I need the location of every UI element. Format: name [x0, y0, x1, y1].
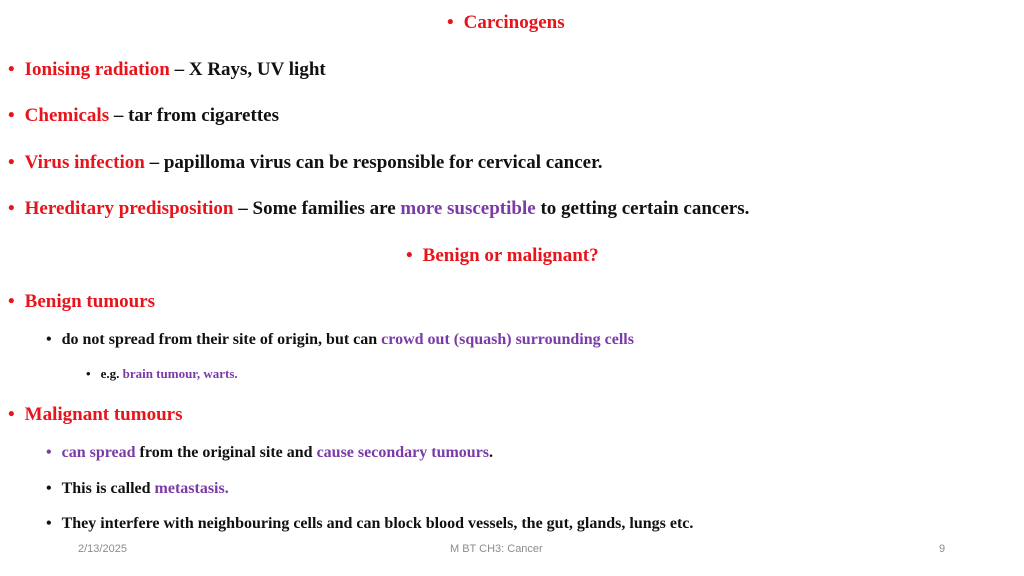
- heading-text: Benign or malignant?: [422, 245, 599, 266]
- highlight: brain tumour, warts.: [122, 366, 238, 381]
- malignant-point: [46, 480, 229, 498]
- bullet-icon: •: [8, 152, 15, 173]
- benign-title: [8, 291, 155, 313]
- term: Ionising radiation: [24, 59, 170, 80]
- text: This is called: [61, 480, 155, 497]
- bullet-icon: •: [8, 291, 15, 312]
- footer-date: 2/13/2025: [78, 543, 127, 555]
- malignant-point: [46, 515, 693, 533]
- bullet-icon: •: [46, 480, 52, 497]
- heading-benign-or-malignant: [406, 245, 599, 267]
- description: – X Rays, UV light: [169, 59, 326, 80]
- highlight: more susceptible: [400, 198, 536, 219]
- description: – papilloma virus can be responsible for cervical cancer.: [144, 152, 603, 173]
- bullet-icon: •: [8, 59, 15, 80]
- list-item-ionising: [8, 59, 326, 81]
- bullet-icon: •: [8, 404, 15, 425]
- highlight: can spread: [61, 444, 136, 461]
- title-text: Benign tumours: [24, 291, 156, 312]
- bullet-icon: •: [46, 331, 52, 348]
- benign-point: [46, 331, 634, 349]
- malignant-title: [8, 404, 182, 426]
- footer-title: M BT CH3: Cancer: [450, 543, 543, 555]
- highlight: crowd out (squash) surrounding cells: [381, 331, 634, 348]
- bullet-icon: •: [8, 198, 15, 219]
- list-item-chemicals: [8, 105, 279, 127]
- bullet-icon: •: [46, 444, 52, 461]
- heading-text: Carcinogens: [463, 12, 565, 33]
- malignant-point: [46, 444, 493, 462]
- text: do not spread from their site of origin, but can: [61, 331, 382, 348]
- term: Hereditary predisposition: [24, 198, 234, 219]
- text: .: [489, 444, 494, 461]
- footer-page-number: 9: [939, 543, 946, 555]
- bullet-icon: •: [447, 12, 454, 33]
- benign-example: [86, 366, 238, 382]
- heading-carcinogens: [447, 12, 565, 34]
- description: to getting certain cancers.: [535, 198, 750, 219]
- highlight: metastasis.: [154, 480, 229, 497]
- term: Chemicals: [24, 105, 110, 126]
- description: – tar from cigarettes: [109, 105, 279, 126]
- list-item-hereditary: [8, 198, 749, 220]
- text: They interfere with neighbouring cells and can block blood vessels, the gut, glands, lungs etc.: [61, 515, 694, 532]
- bullet-icon: •: [86, 366, 91, 381]
- text: from the original site and: [135, 444, 317, 461]
- bullet-icon: •: [406, 245, 413, 266]
- text: e.g.: [100, 366, 123, 381]
- bullet-icon: •: [8, 105, 15, 126]
- bullet-icon: •: [46, 515, 52, 532]
- term: Virus infection: [24, 152, 145, 173]
- list-item-virus: [8, 152, 603, 174]
- highlight: cause secondary tumours: [316, 444, 490, 461]
- description: – Some families are: [233, 198, 401, 219]
- title-text: Malignant tumours: [24, 404, 183, 425]
